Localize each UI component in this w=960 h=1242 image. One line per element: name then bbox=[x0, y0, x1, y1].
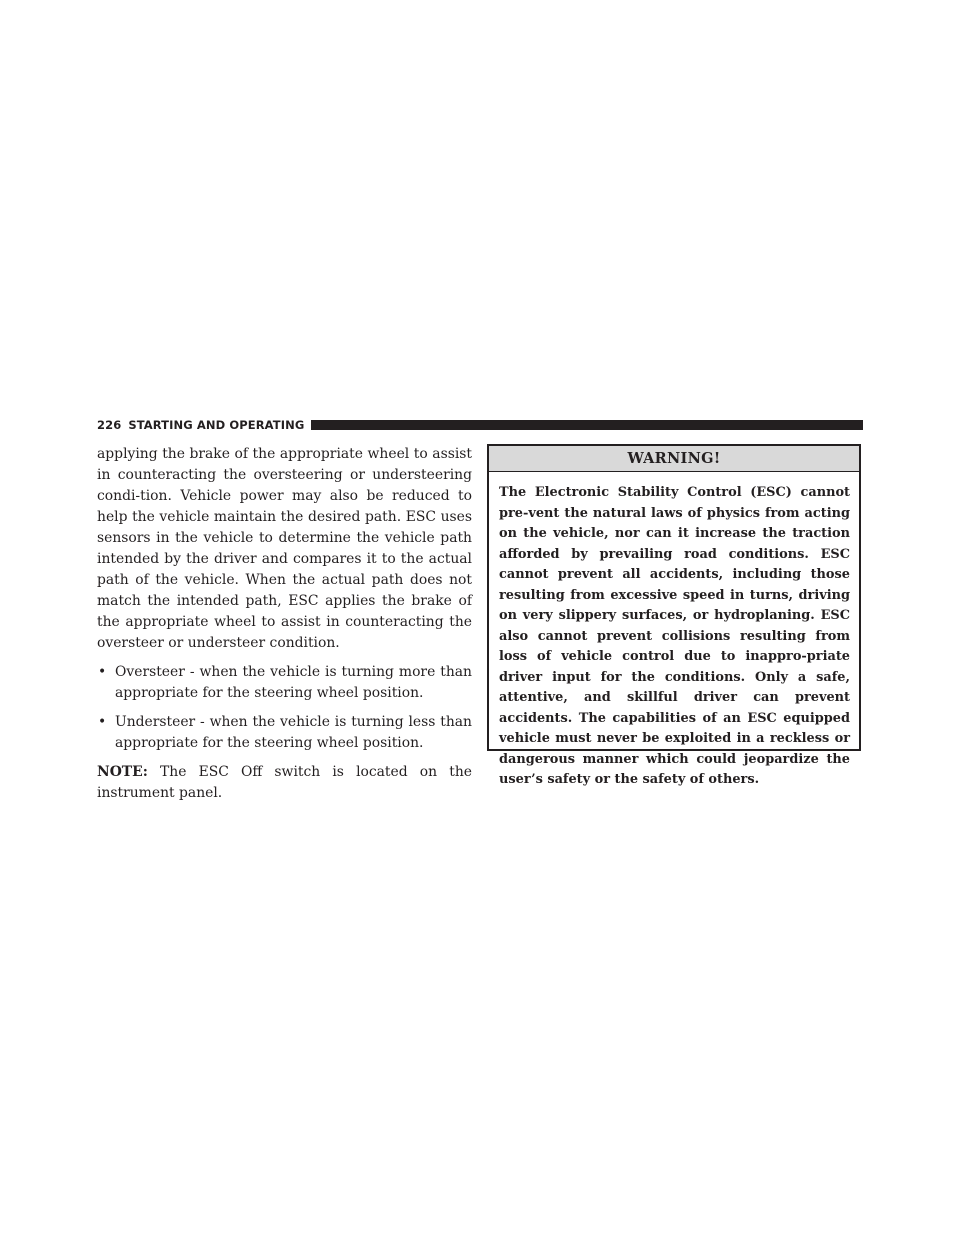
warning-title: WARNING! bbox=[627, 450, 721, 467]
note-paragraph bbox=[97, 762, 472, 804]
bullet-text: Oversteer - when the vehicle is turning more than appropriate for the steering wheel position. bbox=[115, 664, 472, 701]
left-column bbox=[97, 444, 472, 804]
section-title: STARTING AND OPERATING bbox=[128, 418, 305, 432]
page-header bbox=[97, 418, 863, 432]
bullet-icon: • bbox=[98, 714, 107, 730]
note-label: NOTE: bbox=[97, 764, 148, 780]
list-item bbox=[97, 712, 472, 754]
bullet-icon: • bbox=[98, 664, 107, 680]
page-number: 226 bbox=[97, 418, 122, 432]
intro-paragraph: applying the brake of the appropriate wheel to assist in counteracting the oversteering or understeering condi-tion. Vehicle power may also be reduced to help the vehicle maintain the desired path. ESC uses sensors in the vehicle to determine the vehicle path intended by the driver and compares it to the actual path of the vehicle. When the actual path does not match the intended path, ESC applies the brake of the appropriate wheel to assist in counteracting the oversteer or understeer condition. bbox=[97, 446, 472, 651]
warning-box bbox=[487, 444, 861, 787]
warning-text: The Electronic Stability Control (ESC) cannot pre-vent the natural laws of physics from acting on the vehicle, nor can it increase the traction afforded by prevailing road conditions. ESC cannot prevent all accidents, including those resulting from excessive speed in turns, driving on very slippery surfaces, or hydroplaning. ESC also cannot prevent collisions resulting from loss of vehicle control due to inappro-priate driver input for the conditions. Only a safe, attentive, and skillful driver can prevent accidents. The capabilities of an ESC equipped vehicle must never be exploited in a reckless or dangerous manner which could jeopardize the user’s safety or the safety of others. bbox=[499, 485, 850, 787]
header-rule bbox=[311, 420, 863, 430]
list-item bbox=[97, 662, 472, 704]
warning-header bbox=[489, 446, 859, 472]
note-text: The ESC Off switch is located on the instrument panel. bbox=[97, 764, 472, 801]
bullet-text: Understeer - when the vehicle is turning less than appropriate for the steering wheel position. bbox=[115, 714, 472, 751]
